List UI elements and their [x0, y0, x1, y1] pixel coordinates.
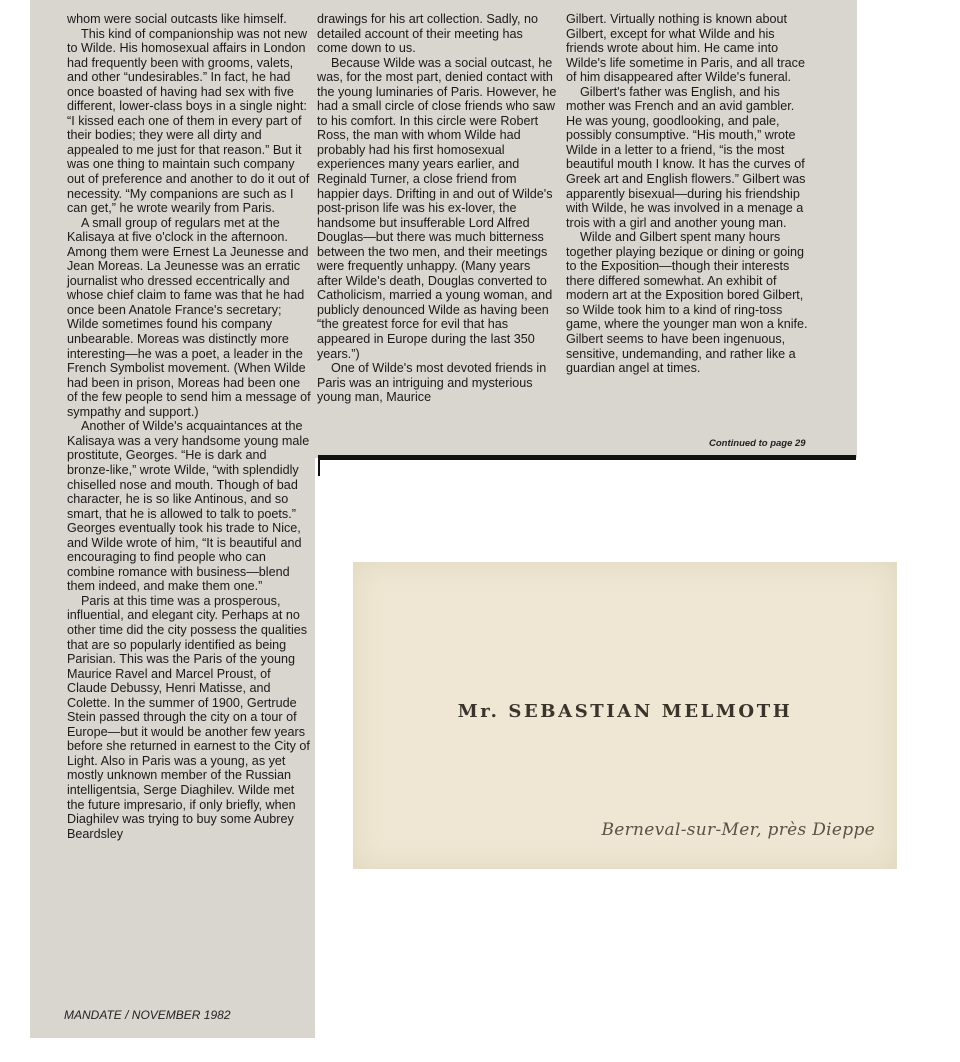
- article-paragraph: Wilde and Gilbert spent many hours together playing bezique or dining or going to the Exposition—though their interests there differed somewhat. An exhibit of modern art at the Exposition bored Gilbert, so Wilde took him to a kind of ring-toss game, where the younger man won a knife. Gilbert seems to have been ingenuous, sensitive, undemanding, and rather like a guardian angel at times.: [566, 230, 808, 376]
- article-paragraph: Gilbert. Virtually nothing is known about Gilbert, except for what Wilde and his friends wrote about him. He came into Wilde's life sometime in Paris, and all trace of him disappeared after Wilde's funeral.: [566, 12, 805, 85]
- article-column-3: [566, 12, 810, 376]
- article-paragraph: drawings for his art collection. Sadly, no detailed account of their meeting has come down to us.: [317, 12, 538, 56]
- article-paragraph: Gilbert's father was English, and his mother was French and an avid gambler. He was young, goodlooking, and pale, possibly consumptive. “His mouth,” wrote Wilde in a letter to a friend, “is the most beautiful mouth I know. It has the curves of Greek art and English flowers.” Gilbert was apparently bisexual—during his friendship with Wilde, he was involved in a menage a trois with a girl and another young man.: [566, 84, 806, 230]
- article-paragraph: Paris at this time was a prosperous, influential, and elegant city. Perhaps at no other time did the city possess the qualities that are so popularly identified as being Parisian. This was the Paris of the young Maurice Ravel and Marcel Proust, of Claude Debussy, Henri Matisse, and Colette. In the summer of 1900, Gertrude Stein passed through the city on a tour of Europe—but it would be another few years before she returned in earnest to the City of Light. Also in Paris was a young, as yet mostly unknown member of the Russian intelligentsia, Serge Diaghilev. Wilde met the future impresario, if only briefly, when Diaghilev was trying to buy some Aubrey Beardsley: [67, 593, 310, 841]
- article-paragraph: whom were social outcasts like himself.: [67, 12, 287, 26]
- rule-tick: [318, 458, 330, 476]
- article-paragraph: Because Wilde was a social outcast, he was, for the most part, denied contact with the young luminaries of Paris. However, he had a small circle of close friends who saw to his comfort. In this circle were Robert Ross, the man with whom Wilde had probably had his first homosexual experiences many years earlier, and Reginald Turner, a close friend from happier days. Drifting in and out of Wilde's post-prison life was his ex-lover, the handsome but insufferable Lord Alfred Douglas—but there was much bitterness between the two men, and their meetings were frequently unhappy. (Many years after Wilde's death, Douglas converted to Catholicism, married a young woman, and publicly denounced Wilde as having been “the greatest force for evil that has appeared in Europe during the last 350 years.”): [317, 55, 557, 361]
- magazine-footer: MANDATE / NOVEMBER 1982: [64, 1008, 231, 1022]
- article-column-1: [67, 12, 311, 841]
- article-paragraph: Another of Wilde's acquaintances at the Kalisaya was a very handsome young male prostitute, Georges. “He is dark and bronze-like,” wrote Wilde, “with splendidly chiselled nose and mouth. Though of bad character, he is so like Antinous, and so smart, that he is allowed to talk to poets.” Georges eventually took his trade to Nice, and Wilde wrote of him, “It is beautiful and encouraging to find people who can combine romance with business—blend them indeed, and make them one.”: [67, 419, 310, 594]
- column-rule: [318, 455, 856, 460]
- article-paragraph: A small group of regulars met at the Kalisaya at five o'clock in the afternoon. Among them were Ernest La Jeunesse and Jean Moreas. La Jeunesse was an erratic journalist who dressed eccentrically and whose chief claim to fame was that he had once been Anatole France's secretary; Wilde sometimes found his company unbearable. Moreas was distinctly more interesting—he was a poet, a leader in the French Symbolist movement. (When Wilde had been in prison, Moreas had been one of the few people to send him a message of sympathy and support.): [67, 215, 311, 419]
- article-paragraph: This kind of companionship was not new to Wilde. His homosexual affairs in London had frequently been with grooms, valets, and other “undesirables.” In fact, he had once boasted of having had sex with five different, lower-class boys in a single night: “I kissed each one of them in every part of their bodies; they were all dirty and appealed to me just for that reason.” But it was one thing to maintain such company out of preference and another to do it out of necessity. “My companions are such as I can get,” he wrote wearily from Paris.: [67, 26, 310, 216]
- card-address: Berneval-sur-Mer, près Dieppe: [601, 820, 875, 840]
- article-column-2: [317, 12, 557, 405]
- calling-card: [353, 562, 897, 869]
- article-paragraph: One of Wilde's most devoted friends in Paris was an intriguing and mysterious young man, Maurice: [317, 361, 547, 405]
- card-name: Mr. SEBASTIAN MELMOTH: [457, 701, 793, 722]
- continued-note: Continued to page 29: [709, 438, 806, 449]
